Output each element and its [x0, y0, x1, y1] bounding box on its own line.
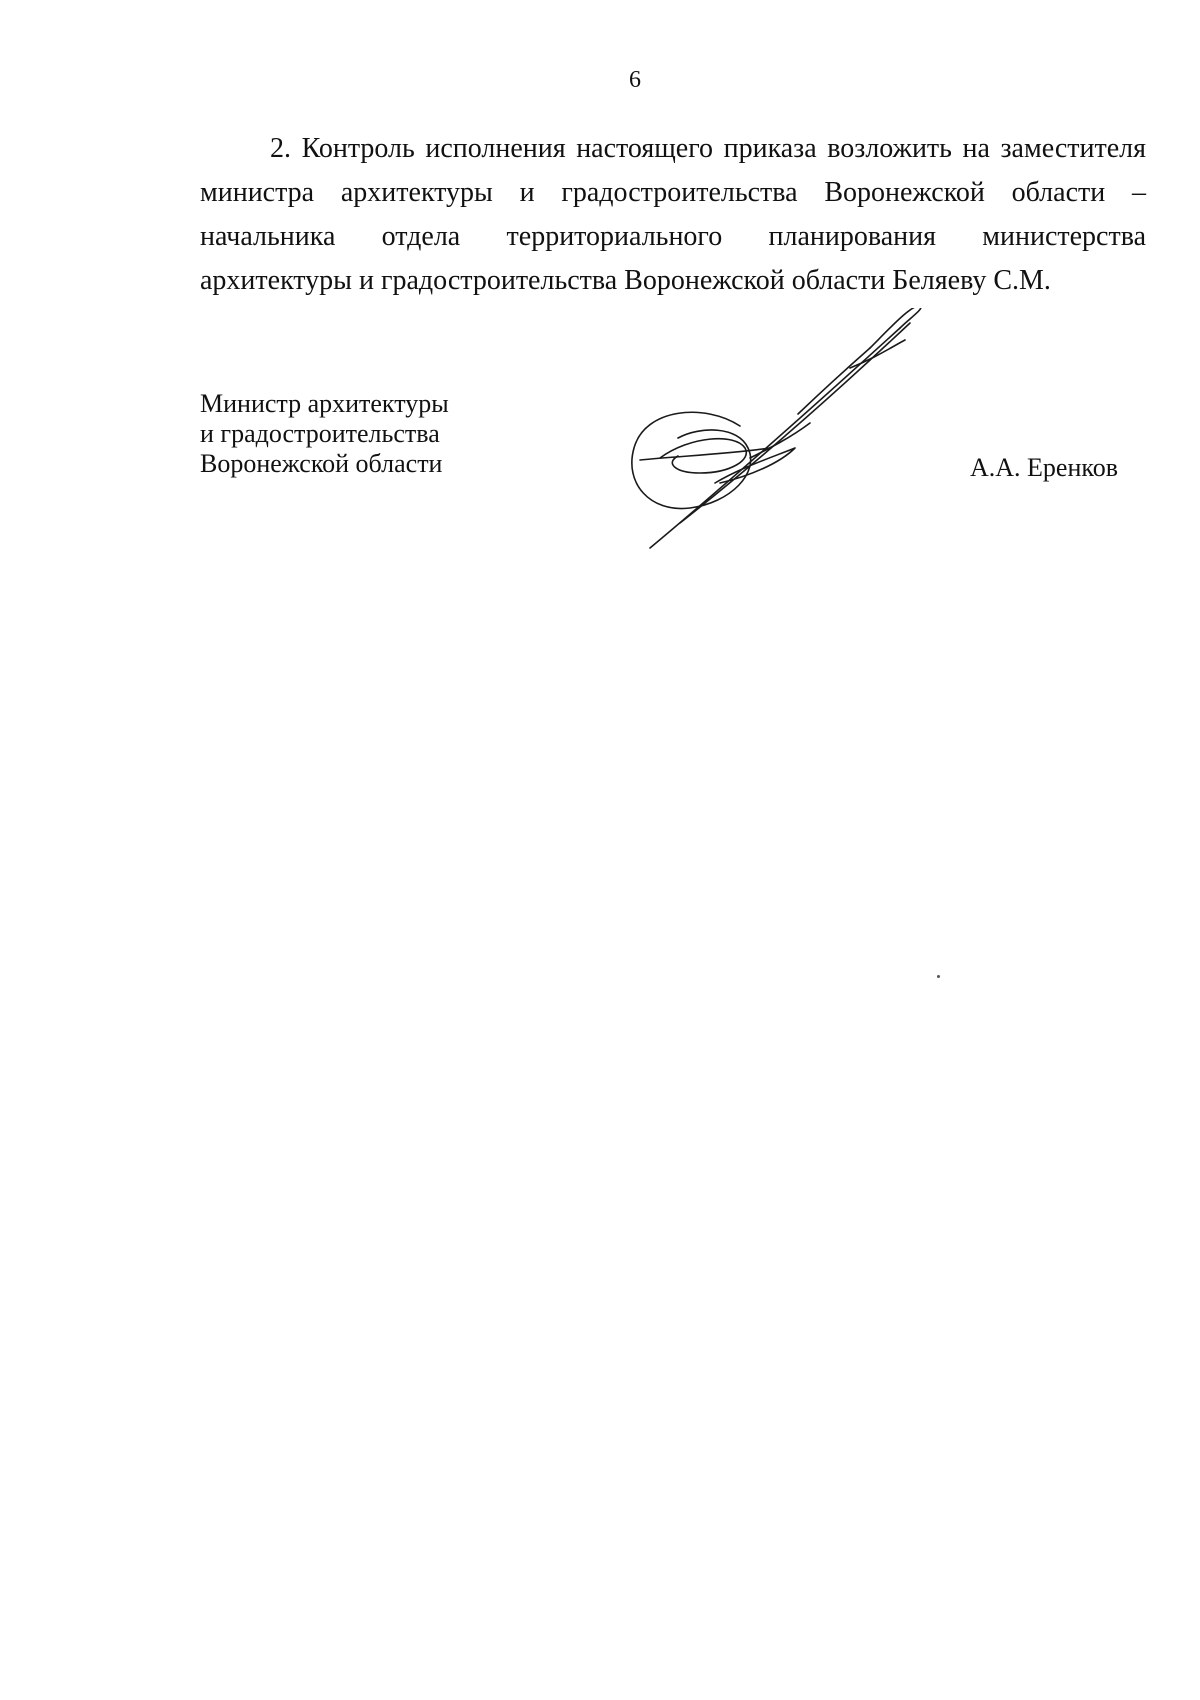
control-paragraph: 2. Контроль исполнения настоящего приказа возложить на заместителя министра архитектуры и градостроительства Воронежской области – начальника отдела территориального планирования министерства архитектуры и градостроительства Воронежской области Беляеву С.М. — [200, 133, 1146, 296]
page-number: 6 — [629, 67, 641, 93]
handwritten-signature — [620, 308, 980, 558]
signatory-position — [200, 389, 449, 479]
signatory-position-line-3: Воронежской области — [200, 449, 443, 478]
scan-speck — [937, 975, 940, 978]
signatory-position-line-1: Министр архитектуры — [200, 389, 449, 418]
signatory-name: А.А. Еренков — [970, 453, 1118, 482]
signatory-position-line-2: и градостроительства — [200, 419, 440, 448]
